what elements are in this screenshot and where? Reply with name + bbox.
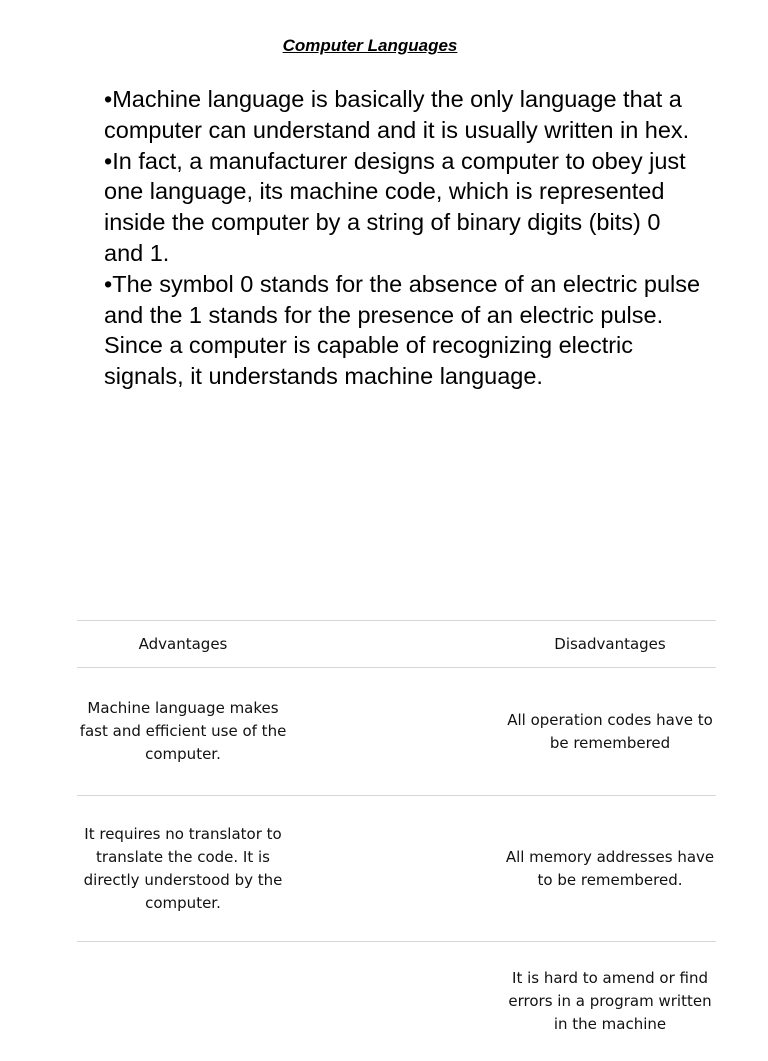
body-text [104,84,704,392]
header-disadvantages: Disadvantages [554,634,666,653]
page-title: Computer Languages [282,36,458,55]
table-header-row [77,620,716,667]
advantage-cell: It requires no translator to translate the code. It is directly understood by the computer. [83,824,283,912]
disadvantage-cell: All memory addresses have to be remembered. [505,847,715,889]
header-advantages: Advantages [138,634,228,653]
disadvantage-cell: All operation codes have to be remembered [507,710,713,752]
paragraph-electric-pulse: •The symbol 0 stands for the absence of an electric pulse and the 1 stands for the presence of an electric pulse. Since a computer is capable of recognizing electric signals, it understands machine language. [104,270,701,390]
table-row [77,667,716,795]
advantages-disadvantages-table [77,620,716,1061]
paragraph-machine-language: •Machine language is basically the only language that a computer can understand and it is usually written in hex. [104,86,690,143]
table-row [77,941,716,1061]
advantage-cell: Machine language makes fast and efficient use of the computer. [79,699,287,763]
disadvantage-cell: It is hard to amend or find errors in a program written in the machine [508,969,712,1033]
paragraph-machine-code: •In fact, a manufacturer designs a computer to obey just one language, its machine code, which is represented inside the computer by a string of binary digits (bits) 0 and 1. [104,147,686,266]
table-row [77,795,716,941]
